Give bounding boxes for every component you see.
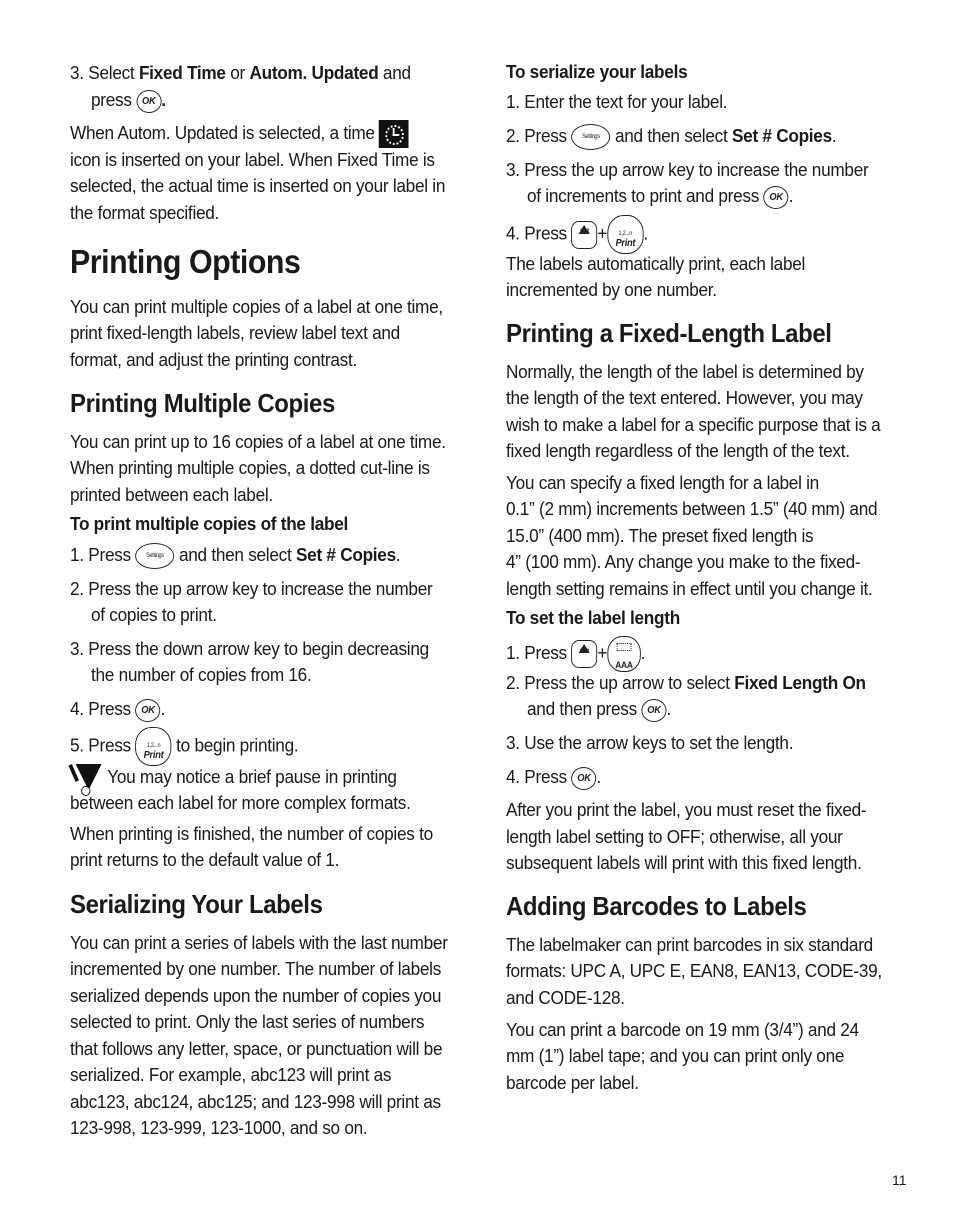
settings-key-icon: Settings [571,124,610,150]
after-print-line: After you print the label, you must reset the fixed- [506,799,867,820]
finish-line2: print returns to the default value of 1. [70,849,340,870]
autom-para-line4: the format specified. [70,202,220,223]
barcode-p2-line: You can print a barcode on 19 mm (3/4”) and 24 [506,1019,859,1040]
ok-key-icon: OK [641,699,666,722]
serial-line: incremented by one number. The number of labels [70,958,442,979]
multi-subheading: To print multiple copies of the label [70,513,349,534]
serialize-step2: 2. Press Settings and then select Set # Copies. [506,123,836,150]
ok-key-icon: OK [571,767,596,790]
print-key-icon: 1,2...n Print [607,215,643,254]
multi-step3-line2: the number of copies from 16. [91,664,312,685]
ok-key-icon: OK [135,699,160,722]
serial-line: You can print a series of labels with the last number [70,932,448,953]
serial-line: selected to print. Only the last series of numbers [70,1011,425,1032]
fixed-p2-line: length setting remains in effect until you change it. [506,578,873,599]
fixed-p1-line: Normally, the length of the label is determined by [506,361,864,382]
serialize-step3-line2: of increments to print and press OK . [527,183,793,210]
ok-key-icon: OK [764,186,789,209]
multi-step3-line1: 3. Press the down arrow key to begin decreasing [70,638,429,659]
multi-step2-line1: 2. Press the up arrow key to increase the number [70,578,433,599]
fixed-length-key-icon: AAA [607,636,640,672]
fixed-p1-line: wish to make a label for a specific purpose that is a [506,414,881,435]
barcode-p1-line: formats: UPC A, UPC E, EAN8, EAN13, CODE-39, [506,960,882,981]
serializing-heading: Serializing Your Labels [70,889,323,919]
shift-key-icon: Shift [571,640,597,668]
printing-options-heading: Printing Options [70,243,301,280]
autom-para-line1: When Autom. Updated is selected, a time [70,120,409,148]
after-print-line: length label setting to OFF; otherwise, all your [506,826,843,847]
fixed-p2-line: 0.1” (2 mm) increments between 1.5” (40 mm) and [506,498,878,519]
fixed-p2-line: 15.0” (400 mm). The preset fixed length is [506,525,814,546]
multi-para-line2: When printing multiple copies, a dotted cut-line is [70,457,430,478]
intro-line2: print fixed-length labels, review label text and [70,322,400,343]
multiple-copies-heading: Printing Multiple Copies [70,388,335,418]
serial-line: that follows any letter, space, or punctuation will be [70,1038,443,1059]
serial-line: serialized. For example, abc123 will print as [70,1064,392,1085]
fixed-p1-line: the length of the text entered. However, you may [506,387,863,408]
multi-step4: 4. Press OK . [70,696,165,723]
serialize-subheading: To serialize your labels [506,61,688,82]
intro-line3: format, and adjust the printing contrast. [70,349,357,370]
note-line2: between each label for more complex formats. [70,792,411,813]
barcodes-heading: Adding Barcodes to Labels [506,891,807,921]
barcode-p2-line: mm (1”) label tape; and you can print only one [506,1045,845,1066]
barcode-p1-line: and CODE-128. [506,987,625,1008]
serialize-step4: 4. Press Shift + 1,2...n Print . [506,215,648,254]
multi-para-line3: printed between each label. [70,484,273,505]
multi-para-line1: You can print up to 16 copies of a label at one time. [70,431,446,452]
note-line1: You may notice a brief pause in printing [70,764,397,796]
ok-key-icon: OK [136,90,161,113]
serialize-step1: 1. Enter the text for your label. [506,91,728,112]
serialize-after-line2: incremented by one number. [506,279,717,300]
barcode-p1-line: The labelmaker can print barcodes in six standard [506,934,873,955]
fixed-step2-line2: and then press OK . [527,696,671,723]
fixed-step3: 3. Use the arrow keys to set the length. [506,732,794,753]
fixed-length-heading: Printing a Fixed-Length Label [506,318,832,348]
fixed-step2-line1: 2. Press the up arrow to select Fixed Length On [506,672,866,693]
shift-key-icon: Shift [571,221,597,249]
multi-step2-line2: of copies to print. [91,604,217,625]
settings-key-icon: Settings [135,543,174,569]
clock-icon [379,120,409,148]
print-key-icon: 1,2...n Print [135,727,171,766]
fixed-p2-line: You can specify a fixed length for a label in [506,472,819,493]
after-print-line: subsequent labels will print with this fixed length. [506,852,862,873]
multi-step1: 1. Press Settings and then select Set # Copies. [70,542,400,569]
set-length-subheading: To set the label length [506,607,680,628]
serialize-step3-line1: 3. Press the up arrow key to increase the number [506,159,869,180]
step3-line2: press OK . [91,87,166,114]
barcode-p2-line: barcode per label. [506,1072,639,1093]
autom-para-line2: icon is inserted on your label. When Fixed Time is [70,149,435,170]
fixed-step1: 1. Press Shift + AAA . [506,636,645,672]
fixed-p1-line: fixed length regardless of the length of the text. [506,440,850,461]
multi-step5: 5. Press 1,2...n Print to begin printing. [70,727,298,766]
page-number: 11 [892,1172,907,1188]
intro-line1: You can print multiple copies of a label at one time, [70,296,443,317]
fixed-p2-line: 4” (100 mm). Any change you make to the fixed- [506,551,861,572]
step3-line1: 3. Select Fixed Time or Autom. Updated and [70,62,411,83]
autom-para-line3: selected, the actual time is inserted on your label in [70,175,446,196]
serialize-after-line1: The labels automatically print, each label [506,253,806,274]
serial-line: abc123, abc124, abc125; and 123-998 will print as [70,1091,441,1112]
finish-line1: When printing is finished, the number of copies to [70,823,433,844]
fixed-step4: 4. Press OK . [506,764,601,791]
serial-line: serialized depends upon the number of copies you [70,985,442,1006]
serial-line: 123-998, 123-999, 123-1000, and so on. [70,1117,368,1138]
